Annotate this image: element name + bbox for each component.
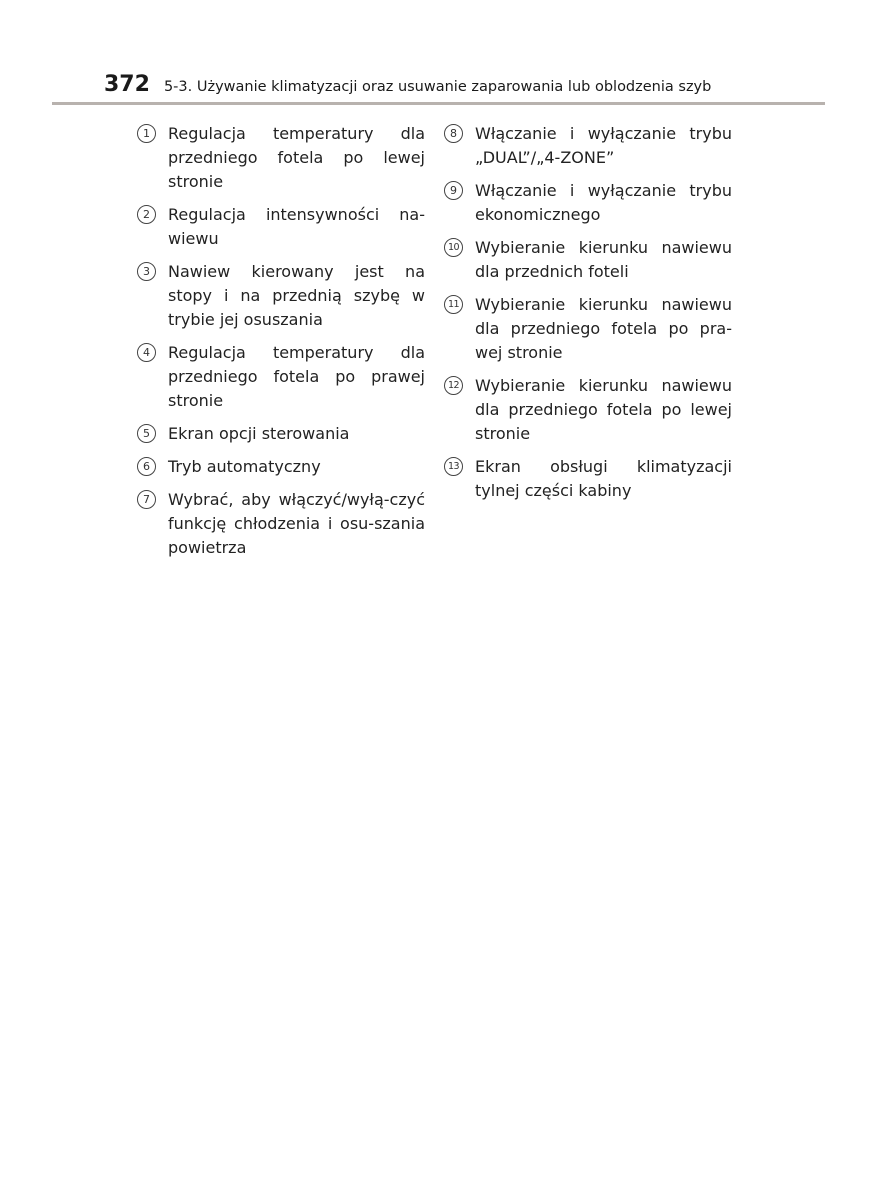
item-text: Tryb automatyczny	[168, 457, 321, 476]
list-item	[444, 122, 732, 170]
list-item	[137, 488, 425, 560]
item-text: Regulacja intensywności na-wiewu	[168, 205, 425, 248]
list-item	[444, 236, 732, 284]
item-number-badge: 13	[444, 457, 463, 476]
item-text: Nawiew kierowany jest na stopy i na przednią szybę w trybie jej osuszania	[168, 262, 425, 329]
right-column	[444, 122, 732, 512]
list-item	[137, 455, 425, 479]
item-number-badge: 12	[444, 376, 463, 395]
list-item	[444, 179, 732, 227]
item-text: Wybieranie kierunku nawiewu dla przedniego fotela po lewej stronie	[475, 376, 732, 443]
list-item	[137, 422, 425, 446]
item-text: Wybrać, aby włączyć/wyłą-czyć funkcję chłodzenia i osu-szania powietrza	[168, 490, 425, 557]
item-text: Wybieranie kierunku nawiewu dla przednich foteli	[475, 238, 732, 281]
item-number-badge: 11	[444, 295, 463, 314]
item-number-badge: 5	[137, 424, 156, 443]
list-item	[137, 341, 425, 413]
item-text: Ekran opcji sterowania	[168, 424, 350, 443]
item-number-badge: 3	[137, 262, 156, 281]
item-number-badge: 7	[137, 490, 156, 509]
item-text: Regulacja temperatury dla przedniego fotela po lewej stronie	[168, 124, 425, 191]
item-text: Ekran obsługi klimatyzacji tylnej części kabiny	[475, 457, 732, 500]
item-text: Włączanie i wyłączanie trybu „DUAL”/„4-ZONE”	[475, 124, 732, 167]
left-column	[137, 122, 425, 569]
item-number-badge: 9	[444, 181, 463, 200]
list-item	[137, 260, 425, 332]
page-header	[104, 72, 726, 102]
item-number-badge: 4	[137, 343, 156, 362]
list-item	[444, 293, 732, 365]
item-text: Regulacja temperatury dla przedniego fotela po prawej stronie	[168, 343, 425, 410]
item-number-badge: 10	[444, 238, 463, 257]
list-item	[444, 374, 732, 446]
list-item	[137, 122, 425, 194]
item-number-badge: 6	[137, 457, 156, 476]
section-title: 5-3. Używanie klimatyzacji oraz usuwanie zaparowania lub oblodzenia szyb	[163, 79, 712, 95]
list-item	[444, 455, 732, 503]
item-number-badge: 1	[137, 124, 156, 143]
header-divider	[52, 102, 825, 105]
list-item	[137, 203, 425, 251]
item-text: Wybieranie kierunku nawiewu dla przedniego fotela po pra-wej stronie	[475, 295, 732, 362]
item-text: Włączanie i wyłączanie trybu ekonomicznego	[475, 181, 732, 224]
item-number-badge: 8	[444, 124, 463, 143]
item-number-badge: 2	[137, 205, 156, 224]
page-number: 372	[104, 72, 150, 97]
